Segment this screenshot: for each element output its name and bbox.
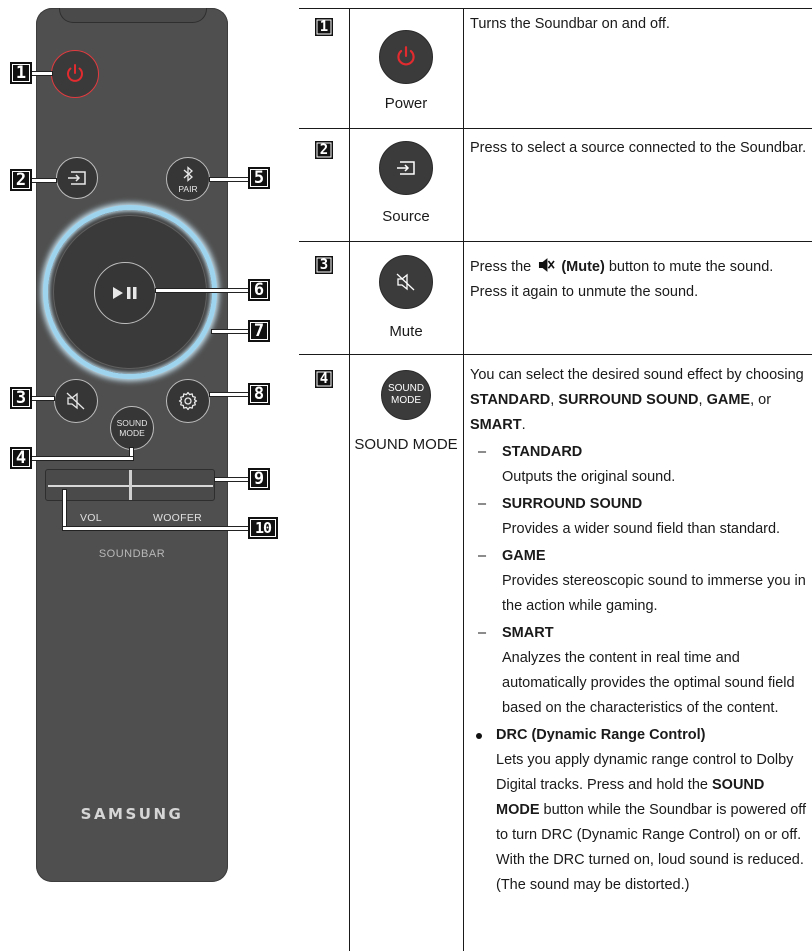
play-pause-icon bbox=[111, 285, 139, 301]
intro-text: , bbox=[698, 392, 707, 408]
option-title: STANDARD bbox=[502, 444, 583, 460]
power-icon bbox=[63, 62, 87, 86]
source-icon bbox=[395, 159, 417, 177]
callout-2: 2 bbox=[10, 169, 32, 191]
drc-bold: SOUND MODE bbox=[496, 777, 765, 818]
callout-5: 5 bbox=[248, 167, 270, 189]
mute-button-image bbox=[379, 255, 433, 309]
option-item bbox=[470, 621, 810, 721]
callout-line-10a bbox=[63, 490, 66, 529]
option-item bbox=[470, 544, 810, 619]
row-caption: Mute bbox=[389, 323, 423, 340]
row-caption: Power bbox=[384, 95, 428, 112]
remote-illustration bbox=[0, 0, 290, 951]
row-number-badge: 4 bbox=[315, 370, 333, 388]
option-desc: Provides stereoscopic sound to immerse you in the action while gaming. bbox=[502, 573, 806, 614]
sound-mode-label-line1: SOUND bbox=[116, 418, 148, 428]
intro-bold: SURROUND SOUND bbox=[558, 392, 699, 408]
row-description bbox=[470, 136, 810, 161]
callout-4: 4 bbox=[10, 447, 32, 469]
remote-model-label: SOUNDBAR bbox=[98, 548, 166, 560]
remote-sound-mode-button[interactable] bbox=[110, 406, 154, 450]
table-row-divider-1 bbox=[299, 128, 812, 129]
mute-icon bbox=[535, 257, 557, 273]
sound-mode-label-line2: MODE bbox=[119, 428, 145, 438]
gear-icon bbox=[177, 390, 199, 412]
sound-mode-icon-line2: MODE bbox=[391, 395, 421, 406]
callout-line-3 bbox=[32, 397, 54, 400]
drc-title: DRC (Dynamic Range Control) bbox=[496, 727, 706, 743]
intro-bold: STANDARD bbox=[470, 392, 551, 408]
function-table bbox=[299, 0, 812, 951]
option-item bbox=[470, 440, 810, 490]
table-border-top bbox=[299, 8, 812, 9]
option-desc: Analyzes the content in real time and automatically provides the optimal sound field based on the characteristics of the content. bbox=[502, 650, 795, 716]
drc-bullet bbox=[470, 723, 810, 898]
row-description bbox=[470, 255, 810, 305]
remote-bluetooth-pair-button[interactable] bbox=[166, 157, 210, 201]
callout-10: 10 bbox=[248, 517, 278, 539]
bullet-dot bbox=[476, 733, 482, 739]
intro-text: , or bbox=[750, 392, 772, 408]
option-title: GAME bbox=[502, 548, 546, 564]
intro-bold: SMART bbox=[470, 417, 522, 433]
source-icon bbox=[66, 169, 88, 187]
option-dash: – bbox=[478, 496, 487, 512]
option-item bbox=[470, 492, 810, 542]
woofer-label: WOOFER bbox=[153, 512, 203, 524]
row-description bbox=[470, 12, 810, 37]
drc-text: button while the Soundbar is powered off to turn DRC (Dynamic Range Control) on or off. With the DRC turned on, loud sound is reduced. (The sound may be distorted.) bbox=[496, 802, 807, 893]
callout-3: 3 bbox=[10, 387, 32, 409]
desc-prefix: Press the bbox=[470, 259, 536, 275]
remote-power-button[interactable] bbox=[51, 50, 99, 98]
callout-line-5 bbox=[210, 178, 248, 181]
drc-description bbox=[496, 748, 810, 898]
table-row-divider-3 bbox=[299, 354, 812, 355]
intro-bold: GAME bbox=[706, 392, 751, 408]
callout-line-9 bbox=[215, 478, 248, 481]
power-icon bbox=[393, 44, 419, 70]
option-dash: – bbox=[478, 625, 487, 641]
callout-9: 9 bbox=[248, 468, 270, 490]
description-text: Press to select a source connected to the Soundbar. bbox=[470, 140, 807, 156]
vol-label: VOL bbox=[80, 512, 102, 524]
callout-line-10b bbox=[63, 527, 248, 530]
desc-suffix: button to mute the sound. Press it again to unmute the sound. bbox=[470, 259, 774, 300]
pair-label: PAIR bbox=[178, 183, 198, 194]
callout-8: 8 bbox=[248, 383, 270, 405]
callout-7: 7 bbox=[248, 320, 270, 342]
rocker-divider bbox=[129, 470, 132, 500]
row-caption: Source bbox=[382, 208, 430, 225]
callout-line-6 bbox=[156, 289, 248, 292]
table-column-divider-2 bbox=[463, 8, 464, 951]
option-dash: – bbox=[478, 548, 487, 564]
callout-line-7 bbox=[212, 330, 248, 333]
option-title: SURROUND SOUND bbox=[502, 496, 643, 512]
intro-text: You can select the desired sound effect by choosing bbox=[470, 367, 804, 383]
option-desc: Provides a wider sound field than standard. bbox=[502, 521, 781, 537]
samsung-logo: SAMSUNG bbox=[80, 805, 184, 823]
desc-bold: (Mute) bbox=[561, 259, 605, 275]
mute-icon bbox=[65, 391, 87, 411]
mute-icon bbox=[395, 272, 417, 292]
callout-6: 6 bbox=[248, 279, 270, 301]
row-number-badge: 3 bbox=[315, 256, 333, 274]
remote-mute-button[interactable] bbox=[54, 379, 98, 423]
callout-line-8 bbox=[210, 393, 248, 396]
callout-line-2 bbox=[32, 179, 56, 182]
remote-play-pause-button[interactable] bbox=[94, 262, 156, 324]
sound-mode-icon-line1: SOUND bbox=[387, 383, 425, 394]
remote-source-button[interactable] bbox=[56, 157, 98, 199]
row-description bbox=[470, 363, 810, 898]
remote-settings-button[interactable] bbox=[166, 379, 210, 423]
option-desc: Outputs the original sound. bbox=[502, 469, 676, 485]
row-number-badge: 1 bbox=[315, 18, 333, 36]
table-column-divider-1 bbox=[349, 8, 350, 951]
table-row-divider-2 bbox=[299, 241, 812, 242]
description-text: Turns the Soundbar on and off. bbox=[470, 16, 670, 32]
description-text bbox=[470, 255, 810, 305]
row-caption: SOUND MODE bbox=[354, 436, 458, 453]
option-title: SMART bbox=[502, 625, 554, 641]
callout-1: 1 bbox=[10, 62, 32, 84]
option-dash: – bbox=[478, 444, 487, 460]
remote-top-notch bbox=[59, 8, 207, 23]
callout-line-1 bbox=[32, 72, 52, 75]
intro-text: . bbox=[521, 417, 526, 433]
power-button-image bbox=[379, 30, 433, 84]
sound-mode-button-image bbox=[381, 370, 431, 420]
row-number-badge: 2 bbox=[315, 141, 333, 159]
source-button-image bbox=[379, 141, 433, 195]
callout-line-4b bbox=[32, 457, 133, 460]
description-intro bbox=[470, 363, 810, 438]
intro-text: , bbox=[550, 392, 559, 408]
bluetooth-icon bbox=[182, 165, 194, 183]
drc-text: Lets you apply dynamic range control to Dolby Digital tracks. Press and hold the bbox=[496, 752, 794, 793]
